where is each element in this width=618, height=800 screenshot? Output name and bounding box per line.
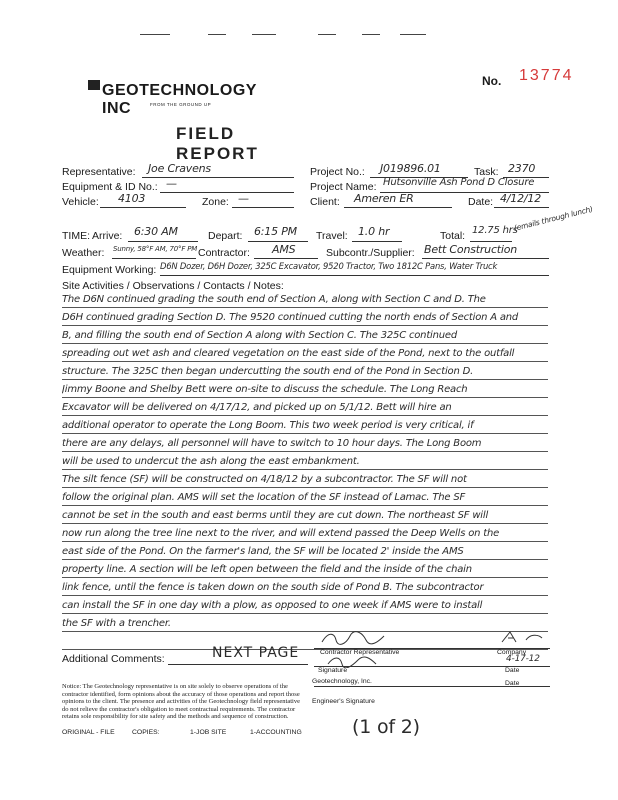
- note-line: Excavator will be delivered on 4/17/12, and picked up on 5/1/12. Bett will hire an: [62, 402, 452, 413]
- geotech-label: Geotechnology, Inc.: [312, 678, 372, 685]
- total-label: Total:: [440, 230, 466, 242]
- date-label-1: Date: [505, 667, 520, 674]
- sub-value: Bett Construction: [424, 243, 518, 256]
- task-value: 2370: [508, 162, 536, 175]
- arrive-value: 6:30 AM: [134, 225, 178, 238]
- note-line: now run along the tree line next to the river, and will extend passed the Deep Wells on the: [62, 528, 500, 539]
- date-label-2: Date: [505, 680, 520, 687]
- logo-mark-icon: [88, 80, 100, 90]
- note-line: there are any delays, all personnel will have to switch to 10 hour days. The Long Boom: [62, 438, 482, 449]
- company-signature-scribble: [498, 628, 548, 646]
- zone-label: Zone:: [202, 196, 229, 208]
- travel-label: Travel:: [316, 230, 348, 242]
- company-label: Company: [497, 649, 527, 656]
- client-label: Client:: [310, 196, 340, 208]
- date-value: 4/12/12: [500, 192, 542, 205]
- note-line: B, and filling the south end of Section A along with Section C. The 325C continued: [62, 330, 457, 341]
- total-note: (emails through lunch): [513, 204, 594, 233]
- sub-label: Subcontr./Supplier:: [326, 247, 415, 259]
- notes-label: Site Activities / Observations / Contacts / Notes:: [62, 280, 284, 292]
- travel-value: 1.0 hr: [358, 225, 390, 238]
- note-line: cannot be set in the south and east berms until they are cut down. The northeast SF will: [62, 510, 489, 521]
- depart-label: Depart:: [208, 230, 243, 242]
- note-line: spreading out wet ash and cleared vegetation on the east side of the Pond, next to the outfall: [62, 348, 515, 359]
- client-value: Ameren ER: [354, 192, 414, 205]
- vehicle-value: 4103: [118, 192, 146, 205]
- note-line: structure. The 325C then began undercutting the south end of the Pond in Section D.: [62, 366, 474, 377]
- form-title: FIELD REPORT: [176, 124, 259, 163]
- footer-jobsite: 1-JOB SITE: [190, 729, 227, 736]
- representative-value: Joe Cravens: [148, 162, 211, 175]
- project-name-value: Hutsonville Ash Pond D Closure: [383, 177, 535, 188]
- project-no-label: Project No.:: [310, 166, 365, 178]
- engineer-signature-label: Engineer's Signature: [312, 698, 375, 705]
- report-number-label: No.: [482, 74, 502, 88]
- note-line: will be used to undercut the ash along the east embankment.: [62, 456, 360, 467]
- project-name-label: Project Name:: [310, 181, 377, 193]
- note-line: property line. A section will be left open between the field and the inside of the chain: [62, 564, 472, 575]
- logo-tagline: FROM THE GROUND UP: [150, 102, 212, 107]
- note-line: The silt fence (SF) will be constructed on 4/18/12 by a subcontractor. The SF will not: [62, 474, 467, 485]
- equipment-working-value: D6N Dozer, D6H Dozer, 325C Excavator, 9520 Tractor, Two 1812C Pans, Water Truck: [160, 261, 498, 271]
- top-dash-marks: [140, 34, 440, 36]
- date-label: Date:: [468, 196, 494, 208]
- signature-label: Signature: [318, 667, 348, 674]
- equipment-working-label: Equipment Working:: [62, 264, 157, 276]
- note-line: follow the original plan. AMS will set the location of the SF instead of Lamac. The SF: [62, 492, 466, 503]
- representative-label: Representative:: [62, 166, 136, 178]
- note-line: The D6N continued grading the south end of Section A, along with Section C and D. The: [62, 294, 486, 305]
- time-label: TIME:: [62, 230, 90, 242]
- additional-comments-label: Additional Comments:: [62, 653, 165, 665]
- project-no-value: J019896.01: [380, 162, 441, 175]
- contractor-value: AMS: [272, 243, 296, 256]
- contractor-rep-label: Contractor Representative: [320, 649, 400, 656]
- footer-original: ORIGINAL - FILE: [62, 729, 115, 736]
- note-line: link fence, until the fence is taken down on the south side of Pond B. The subcontractor: [62, 582, 484, 593]
- note-line: D6H continued grading Section D. The 9520 continued cutting the north ends of Section A and: [62, 312, 519, 323]
- vehicle-label: Vehicle:: [62, 196, 99, 208]
- note-line: Jimmy Boone and Shelby Bett were on-site to discuss the schedule. The Long Reach: [62, 384, 468, 395]
- report-number: 13774: [519, 67, 574, 84]
- task-label: Task:: [474, 166, 499, 178]
- note-line: east side of the Pond. On the farmer's land, the SF will be located 2' inside the AMS: [62, 546, 464, 557]
- total-value: 12.75 hrs: [472, 225, 518, 236]
- notice-text: Notice: The Geotechnology representative is on site solely to observe operations of the contractor identified, form opinions about the accuracy of those operations and report those opinions to the client. The presence and activities of the Geotechnology field representative do not relieve the contractor's obligation to meet contractual requirements. The contractor retains sole responsibility for site safety and the methods and sequence of construction.: [62, 683, 300, 720]
- additional-comments-value: NEXT PAGE: [212, 645, 300, 661]
- contractor-signature-scribble: [318, 628, 438, 648]
- equipment-label: Equipment & ID No.:: [62, 181, 158, 193]
- weather-value: Sunny, 58°F AM, 70°F PM: [113, 245, 198, 253]
- page-indicator: (1 of 2): [352, 716, 420, 738]
- arrive-label: Arrive:: [92, 230, 123, 242]
- note-line: additional operator to operate the Long Boom. This two week period is very critical, if: [62, 420, 474, 431]
- contractor-label: Contractor:: [198, 247, 250, 259]
- equipment-value: —: [166, 177, 177, 190]
- zone-value: —: [238, 192, 249, 205]
- note-line: can install the SF in one day with a plow, as opposed to one week if AMS were to install: [62, 600, 483, 611]
- footer-copies: COPIES:: [132, 729, 160, 736]
- footer-accounting: 1-ACCOUNTING: [250, 729, 302, 736]
- company-logo: [88, 78, 257, 117]
- signature-date: 4-17-12: [506, 654, 540, 664]
- logo-text: GEOTECHNOLOGY INC: [102, 82, 257, 117]
- note-line: the SF with a trencher.: [62, 618, 171, 629]
- depart-value: 6:15 PM: [254, 225, 297, 238]
- weather-label: Weather:: [62, 247, 105, 259]
